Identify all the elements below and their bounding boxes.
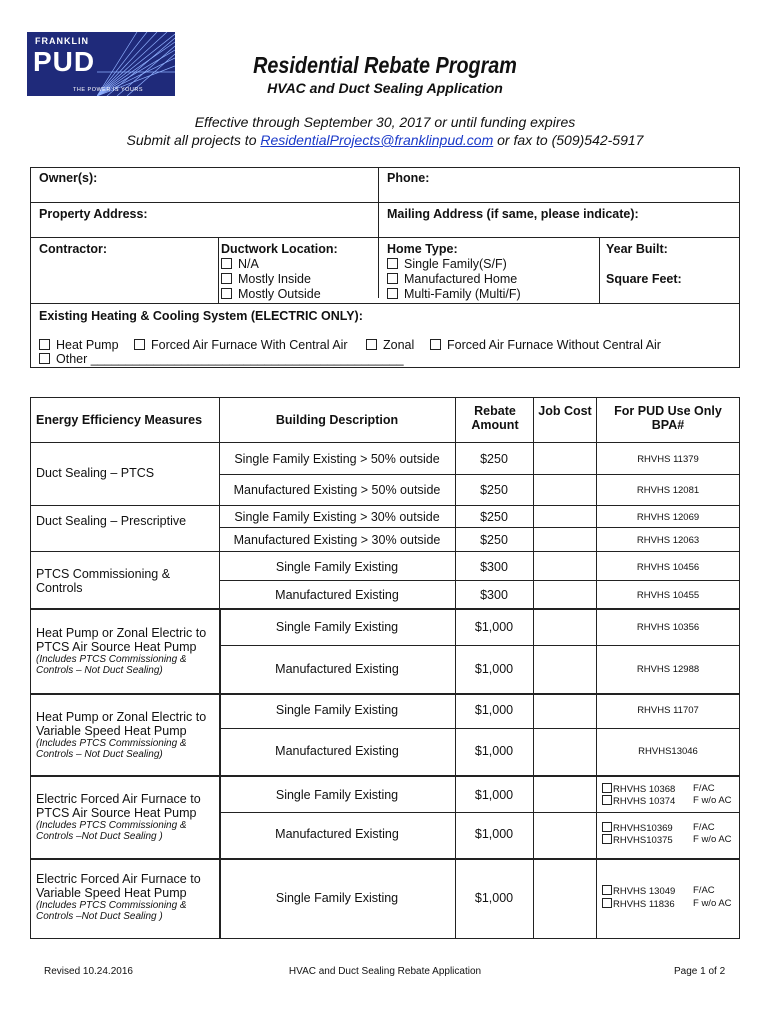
group-hp-to-variable-speed: Heat Pump or Zonal Electric to Variable Speed Heat Pump (Includes PTCS Commissioning & Controls – Not Duct Sealing) [36,710,207,760]
checkbox[interactable] [602,783,612,793]
header-rebate: Rebate Amount [471,404,519,432]
bpa-type: F w/o AC [693,834,732,845]
logo-main-text: PUD [33,46,96,77]
header-measures: Energy Efficiency Measures [36,413,203,427]
row-building: Manufactured Existing > 30% outside [233,533,441,547]
row-rebate: $300 [480,560,508,574]
checkbox[interactable] [221,288,232,299]
row-building: Manufactured Existing [275,662,399,676]
owners-field[interactable]: Owner(s): [39,171,98,185]
row-rebate: $300 [480,588,508,602]
row-rebate: $1,000 [474,703,514,717]
row-bpa: RHVHS 11707 [637,705,699,716]
page-title: Residential Rebate Program [253,52,517,78]
row-rebate: $1,000 [474,620,514,634]
checkbox[interactable] [366,339,377,350]
header-building: Building Description [275,413,399,427]
checkbox[interactable] [387,288,398,299]
row-rebate: $1,000 [474,891,514,905]
bpa-option[interactable]: RHVHS 13049 [602,885,675,897]
row-rebate: $250 [480,533,508,547]
checkbox[interactable] [430,339,441,350]
row-rebate: $250 [480,510,508,524]
row-rebate: $250 [480,452,508,466]
ductwork-option-inside[interactable]: Mostly Inside [221,272,311,286]
row-building: Manufactured Existing > 50% outside [233,483,441,497]
row-bpa: RHVHS 12081 [636,485,700,496]
bpa-type: F/AC [693,885,715,896]
row-building: Manufactured Existing [275,744,399,758]
property-address-field[interactable]: Property Address: [39,207,148,221]
group-duct-sealing-ptcs: Duct Sealing – PTCS [36,466,155,480]
existing-forced-air-with-ac[interactable]: Forced Air Furnace With Central Air [134,338,348,352]
group-ptcs-commissioning: PTCS Commissioning & Controls [36,567,171,595]
header-pud-bpa: For PUD Use Only BPA# [614,404,722,432]
existing-forced-air-without-ac[interactable]: Forced Air Furnace Without Central Air [430,338,661,352]
row-bpa: RHVHS13046 [638,746,698,757]
square-feet-field[interactable]: Square Feet: [606,272,682,286]
logo-top-text: FRANKLIN [35,36,89,46]
row-building: Single Family Existing [275,788,399,802]
row-bpa: RHVHS 11379 [637,454,699,465]
row-building: Single Family Existing > 50% outside [234,452,440,466]
checkbox[interactable] [602,822,612,832]
bpa-option[interactable]: RHVHS10375 [602,834,673,846]
group-furnace-to-ptcs: Electric Forced Air Furnace to PTCS Air Source Heat Pump (Includes PTCS Commissioning & Controls –Not Duct Sealing ) [36,792,201,842]
mailing-address-field[interactable]: Mailing Address (if same, please indicate): [387,207,639,221]
row-building: Manufactured Existing [275,588,399,602]
phone-field[interactable]: Phone: [387,171,430,185]
bpa-option[interactable]: RHVHS 11836 [602,898,675,910]
effective-dates: Effective through September 30, 2017 or until funding expires [194,114,576,130]
row-bpa: RHVHS 10455 [636,590,700,601]
logo-tagline: THE POWER IS YOURS [73,87,144,93]
existing-other[interactable]: Other _____________________________________________ [39,352,404,366]
row-building: Single Family Existing > 30% outside [234,510,440,524]
ductwork-label: Ductwork Location: [221,242,338,256]
ductwork-option-na[interactable]: N/A [221,257,259,271]
checkbox[interactable] [602,834,612,844]
year-built-field[interactable]: Year Built: [606,242,668,256]
row-building: Manufactured Existing [275,827,399,841]
checkbox[interactable] [221,258,232,269]
bpa-type: F/AC [693,783,715,794]
group-furnace-to-variable-speed: Electric Forced Air Furnace to Variable Speed Heat Pump (Includes PTCS Commissioning & Controls –Not Duct Sealing ) [36,872,201,922]
row-bpa: RHVHS 12069 [636,512,700,523]
home-type-label: Home Type: [387,242,458,256]
footer-revised: Revised 10.24.2016 [44,966,133,977]
row-bpa: RHVHS 12988 [636,664,700,675]
row-rebate: $1,000 [474,744,514,758]
bpa-type: F w/o AC [693,795,732,806]
bpa-option[interactable]: RHVHS 10374 [602,795,675,807]
existing-zonal[interactable]: Zonal [366,338,414,352]
page-subtitle: HVAC and Duct Sealing Application [267,80,503,96]
home-type-single-family[interactable]: Single Family(S/F) [387,257,507,271]
bpa-option[interactable]: RHVHS10369 [602,822,673,834]
contractor-field[interactable]: Contractor: [39,242,108,256]
footer-page-number: Page 1 of 2 [674,966,726,977]
checkbox[interactable] [39,339,50,350]
checkbox[interactable] [387,273,398,284]
checkbox[interactable] [602,885,612,895]
checkbox[interactable] [221,273,232,284]
group-hp-to-ptcs: Heat Pump or Zonal Electric to PTCS Air Source Heat Pump (Includes PTCS Commissioning & Controls – Not Duct Sealing) [36,626,207,676]
checkbox[interactable] [134,339,145,350]
home-type-manufactured[interactable]: Manufactured Home [387,272,517,286]
bpa-type: F/AC [693,822,715,833]
row-rebate: $1,000 [474,788,514,802]
existing-system-label: Existing Heating & Cooling System (ELECTRIC ONLY): [39,309,363,323]
existing-heat-pump[interactable]: Heat Pump [39,338,119,352]
checkbox[interactable] [39,353,50,364]
row-rebate: $250 [480,483,508,497]
row-building: Single Family Existing [275,703,399,717]
row-rebate: $1,000 [474,827,514,841]
group-duct-sealing-prescriptive: Duct Sealing – Prescriptive [36,514,187,528]
row-bpa: RHVHS 10456 [636,562,700,573]
row-building: Single Family Existing [275,560,399,574]
home-type-multi-family[interactable]: Multi-Family (Multi/F) [387,287,521,301]
checkbox[interactable] [602,795,612,805]
bpa-type: F w/o AC [693,898,732,909]
checkbox[interactable] [602,898,612,908]
checkbox[interactable] [387,258,398,269]
submit-email-link[interactable]: ResidentialProjects@franklinpud.com [260,132,494,148]
row-rebate: $1,000 [474,662,514,676]
row-bpa: RHVHS 10356 [636,622,700,633]
bpa-option[interactable]: RHVHS 10368 [602,783,675,795]
footer-title: HVAC and Duct Sealing Rebate Application [288,966,482,977]
row-bpa: RHVHS 12063 [636,535,700,546]
submit-instructions: Submit all projects to ResidentialProjects@franklinpud.com or fax to (509)542-5917 [126,132,644,148]
header-job-cost: Job Cost [538,404,592,418]
ductwork-option-outside[interactable]: Mostly Outside [221,287,321,301]
row-building: Single Family Existing [275,620,399,634]
row-building: Single Family Existing [275,891,399,905]
